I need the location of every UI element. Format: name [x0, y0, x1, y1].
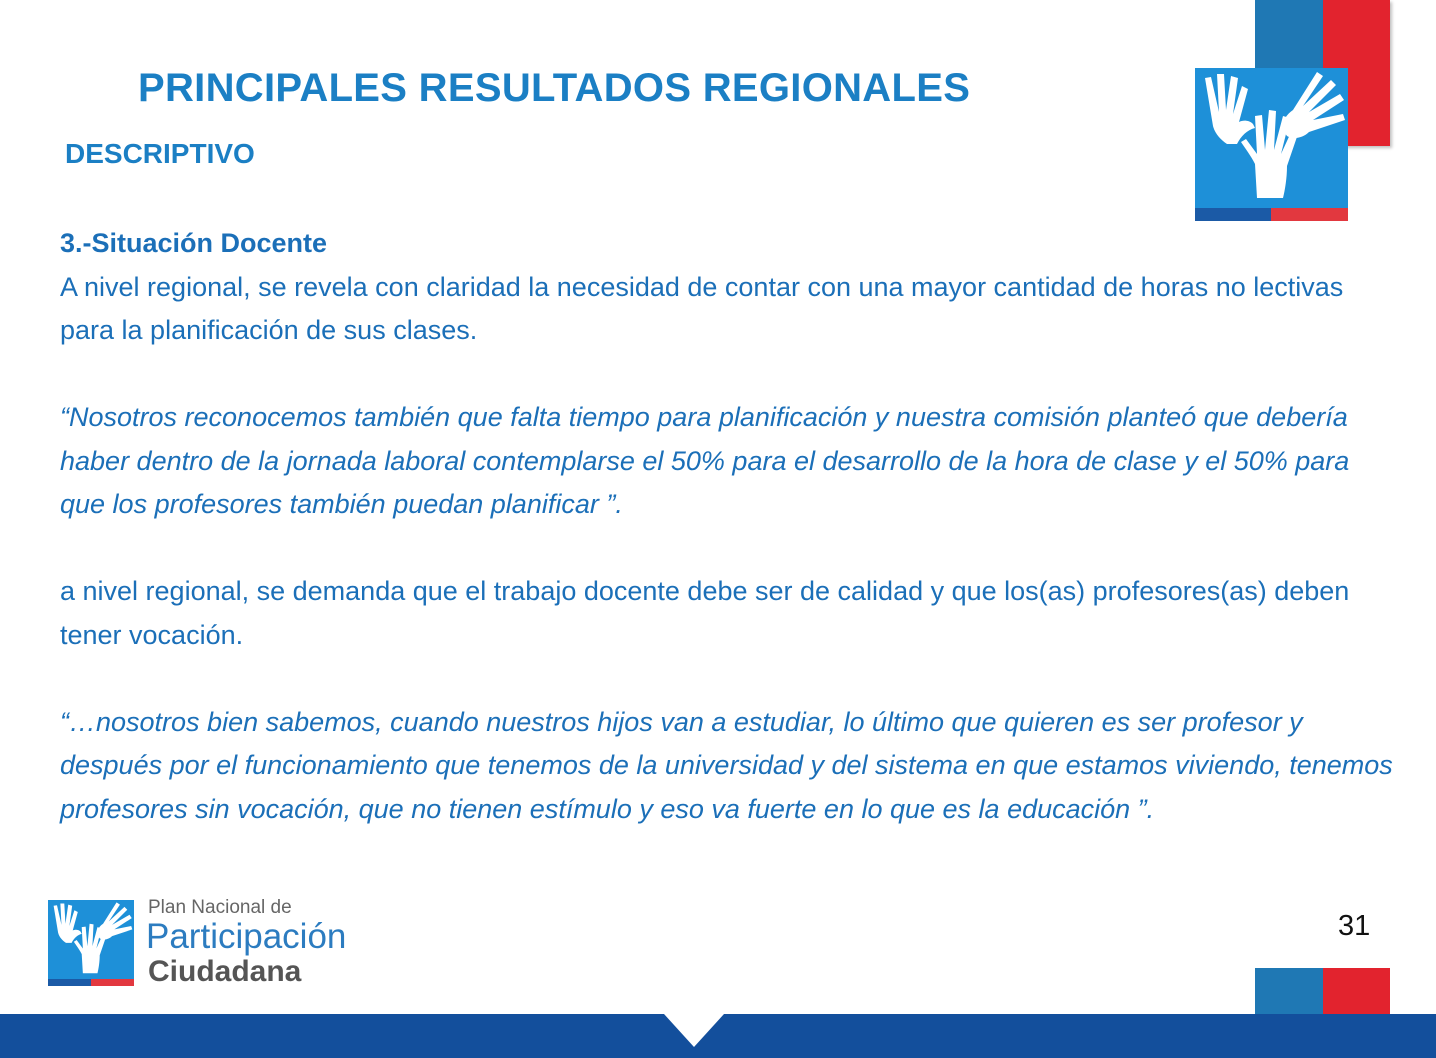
page-title: PRINCIPALES RESULTADOS REGIONALES: [138, 66, 971, 110]
quote-2: “…nosotros bien sabemos, cuando nuestros hijos van a estudiar, lo último que quieren es ser profesor y después por el funcionamiento que tenemos de la universidad y del sistema en que estamos viviendo, tenemos profesores sin vocación, que no tienen estímulo y eso va fuerte en lo que es la educación ”.: [60, 706, 1393, 824]
hands-graphic: [1195, 68, 1348, 208]
quote-1: “Nosotros reconocemos también que falta tiempo para planificación y nuestra comisión planteó que debería haber dentro de la jornada laboral contemplarse el 50% para el desarrollo de la hora de clase y el 50% para que los profesores también puedan planificar ”.: [60, 402, 1350, 519]
logo-stripe-red: [1271, 208, 1348, 221]
logo-stripe-blue: [1195, 208, 1271, 221]
hands-logo-icon: [48, 900, 134, 986]
brand-line-2: Participación: [146, 917, 347, 956]
page-number: 31: [1338, 910, 1371, 942]
hands-graphic-small: [48, 900, 134, 979]
footer-notch: [664, 1014, 724, 1047]
brand-line-1: Plan Nacional de: [148, 897, 292, 918]
flag-stripe-blue-bottom: [1255, 968, 1323, 1014]
brand-stripe-blue: [48, 979, 91, 986]
page-subtitle: DESCRIPTIVO: [65, 138, 255, 169]
body-content: [60, 222, 1400, 831]
paragraph-1: A nivel regional, se revela con claridad la necesidad de contar con una mayor cantidad de horas no lectivas para la planificación de sus clases.: [60, 271, 1344, 345]
brand-line-3: Ciudadana: [148, 955, 302, 988]
hands-logo-icon: [1195, 68, 1348, 221]
flag-stripe-red-bottom: [1323, 968, 1390, 1014]
section-heading: 3.-Situación Docente: [60, 228, 328, 258]
paragraph-2: a nivel regional, se demanda que el trabajo docente debe ser de calidad y que los(as) profesores(as) deben tener vocación.: [60, 576, 1350, 650]
section-intro: [60, 222, 1400, 353]
brand-stripe-red: [91, 979, 134, 986]
brand-logo: [48, 895, 388, 990]
